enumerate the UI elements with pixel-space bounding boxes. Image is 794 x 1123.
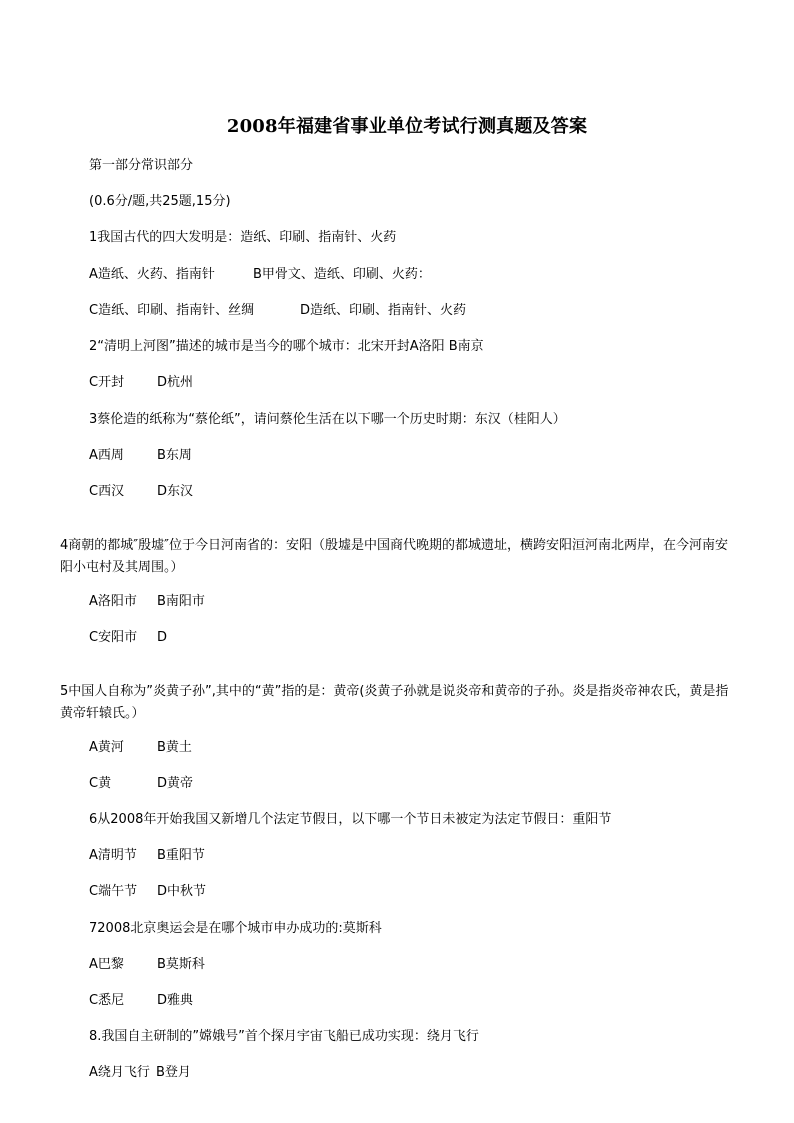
question-8-option-a: A绕月飞行 xyxy=(89,1065,150,1080)
question-1-stem: 1我国古代的四大发明是：造纸、印刷、指南针、火药 xyxy=(89,230,397,245)
question-5-option-c: C黄 xyxy=(89,776,112,791)
question-2-option-c: C开封 xyxy=(89,375,125,390)
question-6-option-b: B重阳节 xyxy=(157,848,205,863)
question-1-option-a: A造纸、火药、指南针 xyxy=(89,267,215,282)
section-note: (0.6分/题,共25题,15分) xyxy=(89,194,231,209)
question-4-option-c: C安阳市 xyxy=(89,630,138,645)
question-1-option-c: C造纸、印刷、指南针、丝绸 xyxy=(89,303,255,318)
question-7-option-b: B莫斯科 xyxy=(157,957,205,972)
question-6-option-c: C端午节 xyxy=(89,884,138,899)
question-3-stem: 3蔡伦造的纸称为“蔡伦纸”，请问蔡伦生活在以下哪一个历史时期：东汉（桂阳人） xyxy=(89,412,566,427)
question-6-option-d: D中秋节 xyxy=(157,884,207,899)
question-1-option-d: D造纸、印刷、指南针、火药 xyxy=(300,303,467,318)
question-5-option-b: B黄土 xyxy=(157,740,192,755)
question-6-stem: 6从2008年开始我国又新增几个法定节假日，以下哪一个节日未被定为法定节假日：重阳节 xyxy=(89,812,612,827)
question-7-stem: 72008北京奥运会是在哪个城市申办成功的:莫斯科 xyxy=(89,921,382,936)
question-2-stem: 2“清明上河图”描述的城市是当今的哪个城市：北宋开封A洛阳 B南京 xyxy=(89,339,484,354)
question-6-option-a: A清明节 xyxy=(89,848,137,863)
question-5-option-a: A黄河 xyxy=(89,740,124,755)
question-4-option-a: A洛阳市 xyxy=(89,594,137,609)
question-7-option-d: D雅典 xyxy=(157,993,194,1008)
question-8-option-b: B登月 xyxy=(156,1065,191,1080)
question-4-option-b: B南阳市 xyxy=(157,594,205,609)
question-4-option-d: D xyxy=(157,630,168,645)
document-title: 2008年福建省事业单位考试行测真题及答案 xyxy=(226,116,588,137)
question-3-option-d: D东汉 xyxy=(157,484,194,499)
question-8-stem: 8.我国自主研制的”嫦娥号”首个探月宇宙飞船已成功实现：绕月飞行 xyxy=(89,1029,479,1044)
question-4-stem: 4商朝的都城″殷墟″位于今日河南省的：安阳（殷墟是中国商代晚期的都城遗址，横跨安阳洹河南北两岸，在今河南安阳小屯村及其周围。） xyxy=(60,538,728,575)
question-3-option-a: A西周 xyxy=(89,448,124,463)
question-1-option-b: B甲骨文、造纸、印刷、火药： xyxy=(253,267,431,282)
section-heading: 第一部分常识部分 xyxy=(89,158,194,173)
question-3-option-b: B东周 xyxy=(157,448,192,463)
question-5-option-d: D黄帝 xyxy=(157,776,194,791)
question-7-option-a: A巴黎 xyxy=(89,957,124,972)
question-7-option-c: C悉尼 xyxy=(89,993,125,1008)
question-2-option-d: D杭州 xyxy=(157,375,194,390)
question-5-stem: 5中国人自称为”炎黄子孙”,其中的“黄”指的是：黄帝(炎黄子孙就是说炎帝和黄帝的子孙。炎是指炎帝神农氏，黄是指黄帝轩辕氏。） xyxy=(60,684,729,721)
question-3-option-c: C西汉 xyxy=(89,484,125,499)
